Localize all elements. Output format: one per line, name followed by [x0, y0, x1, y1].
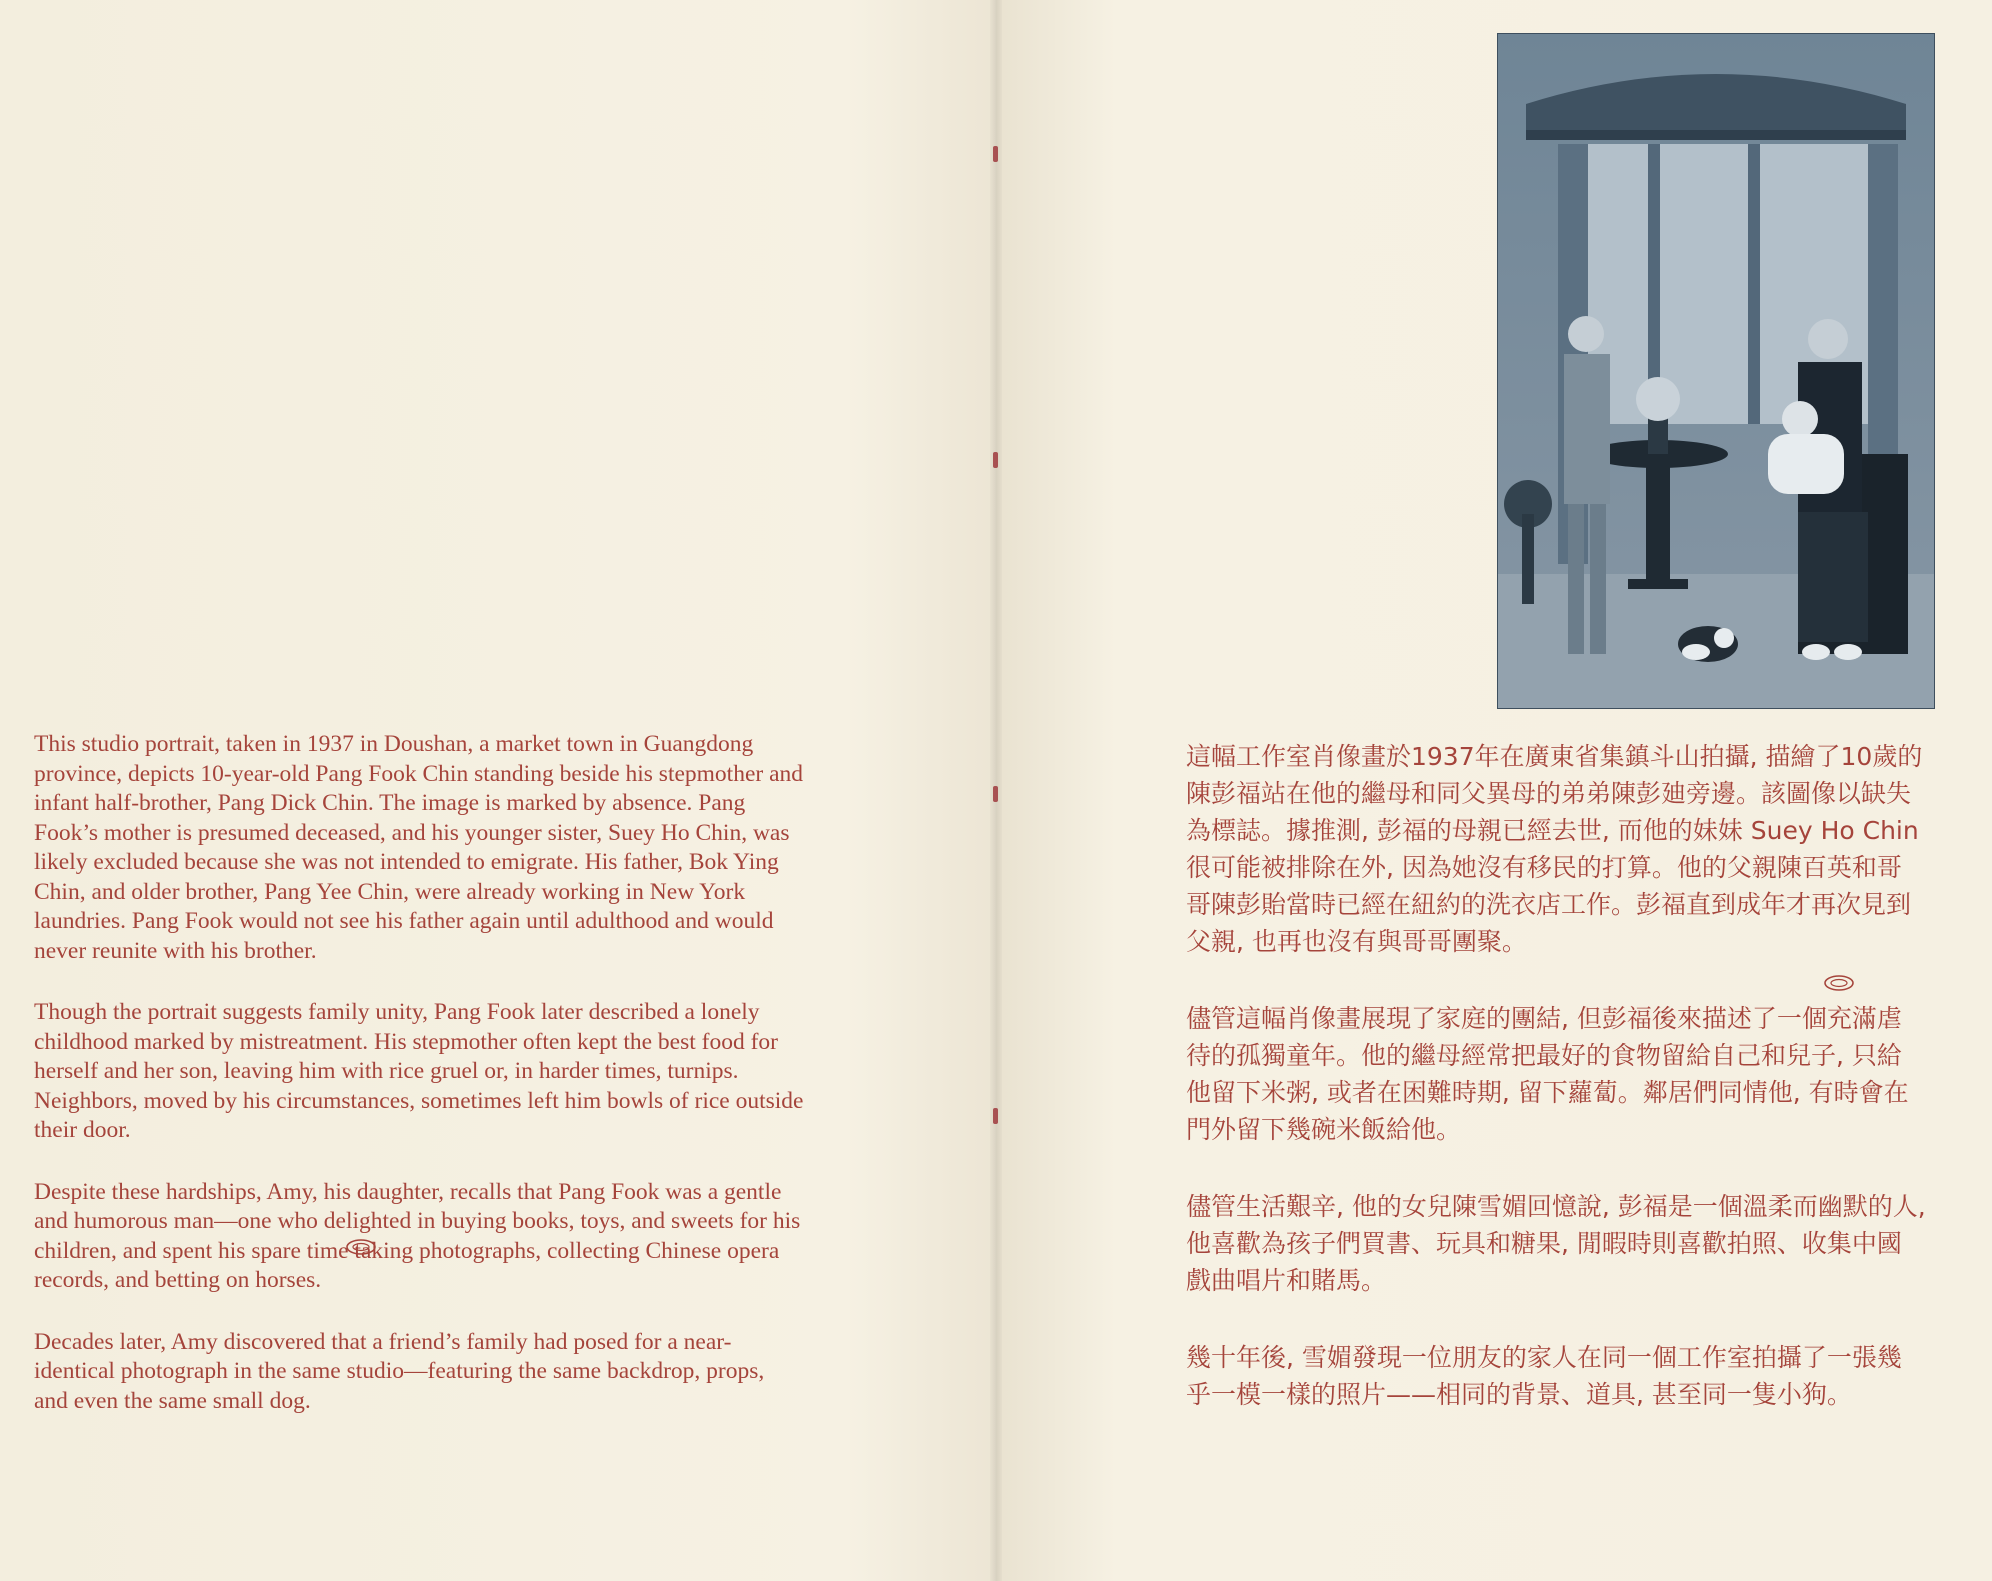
photo-illustration	[1498, 34, 1934, 708]
binding-stitch	[993, 786, 998, 802]
chinese-paragraph-2: 儘管這幅肖像畫展現了家庭的團結, 但彭福後來描述了一個充滿虐待的孤獨童年。他的繼母經常把最好的食物留給自己和兒子, 只給他留下米粥, 或者在困難時期, 留下蘿蔔。鄰居們同情他, 有時會在門外留下幾碗米飯給他。	[1186, 1004, 1909, 1144]
binding-stitch	[993, 146, 998, 162]
family-portrait-photo	[1497, 33, 1935, 709]
chinese-paragraph-3: 儘管生活艱辛, 他的女兒陳雪媚回憶說, 彭福是一個溫柔而幽默的人, 他喜歡為孩子們買書、玩具和糖果, 閒暇時則喜歡拍照、收集中國戲曲唱片和賭馬。	[1186, 1192, 1926, 1295]
english-paragraph-3: Despite these hardships, Amy, his daughter, recalls that Pang Fook was a gentle and humorous man—one who delighted in buying books, toys, and sweets for his children, and spent his spare time taking photographs, collecting Chinese opera records, and betting on horses.	[34, 1178, 801, 1293]
english-paragraph-1: This studio portrait, taken in 1937 in Doushan, a market town in Guangdong province, depicts 10-year-old Pang Fook Chin standing beside his stepmother and infant half-brother, Pang Dick Chin. The image is marked by absence. Pang Fook’s mother is presumed deceased, and his younger sister, Suey Ho Chin, was likely excluded because she was not intended to emigrate. His father, Bok Ying Chin, and older brother, Pang Yee Chin, were already working in New York laundries. Pang Fook would not see his father again until adulthood and would never reunite with his brother.	[34, 731, 804, 964]
binding-stitch	[993, 1108, 998, 1124]
binding-stitch	[993, 452, 998, 468]
chinese-text-block	[1186, 738, 1926, 1453]
english-paragraph-4: Decades later, Amy discovered that a friend’s family had posed for a near-identical photograph in the same studio—featuring the same backdrop, props, and even the same small dog.	[34, 1328, 765, 1414]
english-paragraph-2: Though the portrait suggests family unity, Pang Fook later described a lonely childhood marked by mistreatment. His stepmother often kept the best food for herself and her son, leaving him with rice gruel or, in harder times, turnips. Neighbors, moved by his circumstances, sometimes left him bowls of rice outside their door.	[34, 999, 804, 1143]
chinese-paragraph-4: 幾十年後, 雪媚發現一位朋友的家人在同一個工作室拍攝了一張幾乎一模一樣的照片——相同的背景、道具, 甚至同一隻小狗。	[1186, 1343, 1902, 1409]
chinese-paragraph-1: 這幅工作室肖像畫於1937年在廣東省集鎮斗山拍攝, 描繪了10歲的陳彭福站在他的繼母和同父異母的弟弟陳彭廸旁邊。該圖像以缺失為標誌。據推測, 彭福的母親已經去世, 而他的妹妹 Suey Ho Chin 很可能被排除在外, 因為她沒有移民的打算。他的父親陳百英和哥哥陳彭貽當時已經在紐約的洗衣店工作。彭福直到成年才再次見到父親, 也再也沒有與哥哥團聚。	[1186, 742, 1923, 956]
ring-ornament-icon	[1822, 972, 1856, 994]
english-text-block	[34, 730, 804, 1448]
ring-ornament-icon	[344, 1236, 378, 1258]
